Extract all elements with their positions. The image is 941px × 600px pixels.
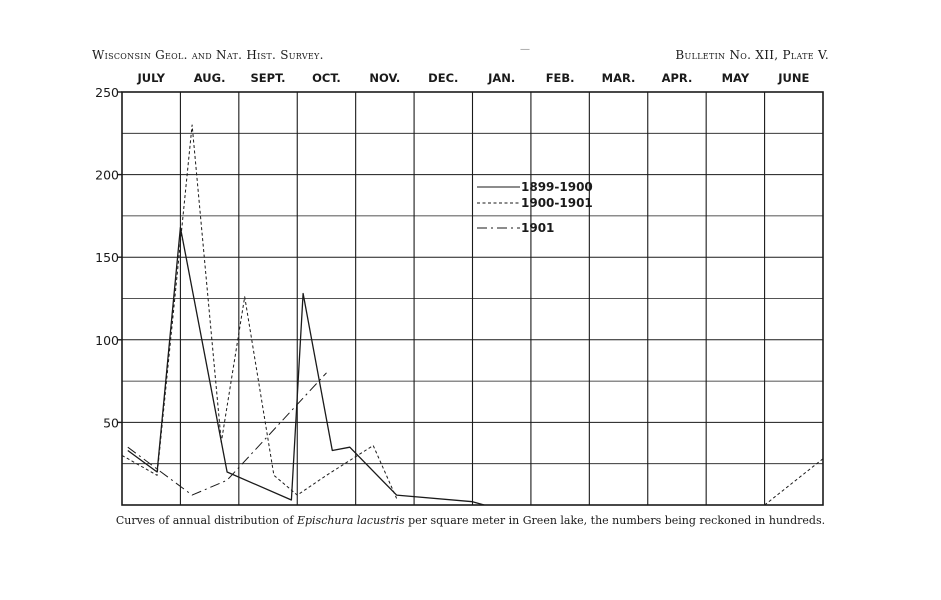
month-labels xyxy=(136,71,809,85)
y-tick-labels xyxy=(95,85,119,430)
chart-legend xyxy=(477,180,593,235)
month-label: DEC. xyxy=(428,71,459,85)
month-label: SEPT. xyxy=(250,71,286,85)
caption-post: per square meter in Green lake, the numbers being reckoned in hundreds. xyxy=(404,514,826,527)
month-label: APR. xyxy=(661,71,693,85)
header-dash: — xyxy=(520,44,530,55)
y-tick-label: 100 xyxy=(95,332,119,348)
month-label: JAN. xyxy=(488,71,516,85)
month-label: JUNE xyxy=(778,71,810,85)
figure-caption xyxy=(0,514,941,527)
series-line-1900-1901 xyxy=(765,459,823,505)
y-tick-label: 200 xyxy=(95,167,119,183)
caption-pre: Curves of annual distribution of xyxy=(115,514,297,527)
plate-header-left: Wisconsin Geol. and Nat. Hist. Survey. xyxy=(92,48,324,62)
legend-label: 1901 xyxy=(521,221,555,235)
month-label: NOV. xyxy=(369,71,401,85)
month-label: AUG. xyxy=(193,71,226,85)
y-tick-label: 150 xyxy=(95,250,119,266)
series-line-1901 xyxy=(128,373,327,495)
legend-label: 1900-1901 xyxy=(521,196,593,210)
legend-label: 1899-1900 xyxy=(521,180,593,194)
caption-species: Epischura lacustris xyxy=(296,514,405,527)
y-tick-label: 250 xyxy=(95,85,119,100)
chart-grid xyxy=(118,92,823,505)
month-label: JULY xyxy=(137,71,165,85)
month-label: FEB. xyxy=(545,71,575,85)
plate-header-right: Bulletin No. XII, Plate V. xyxy=(675,48,829,62)
month-label: MAR. xyxy=(601,71,636,85)
month-label: OCT. xyxy=(312,71,341,85)
y-tick-label: 50 xyxy=(103,415,119,431)
month-label: MAY xyxy=(721,71,750,85)
